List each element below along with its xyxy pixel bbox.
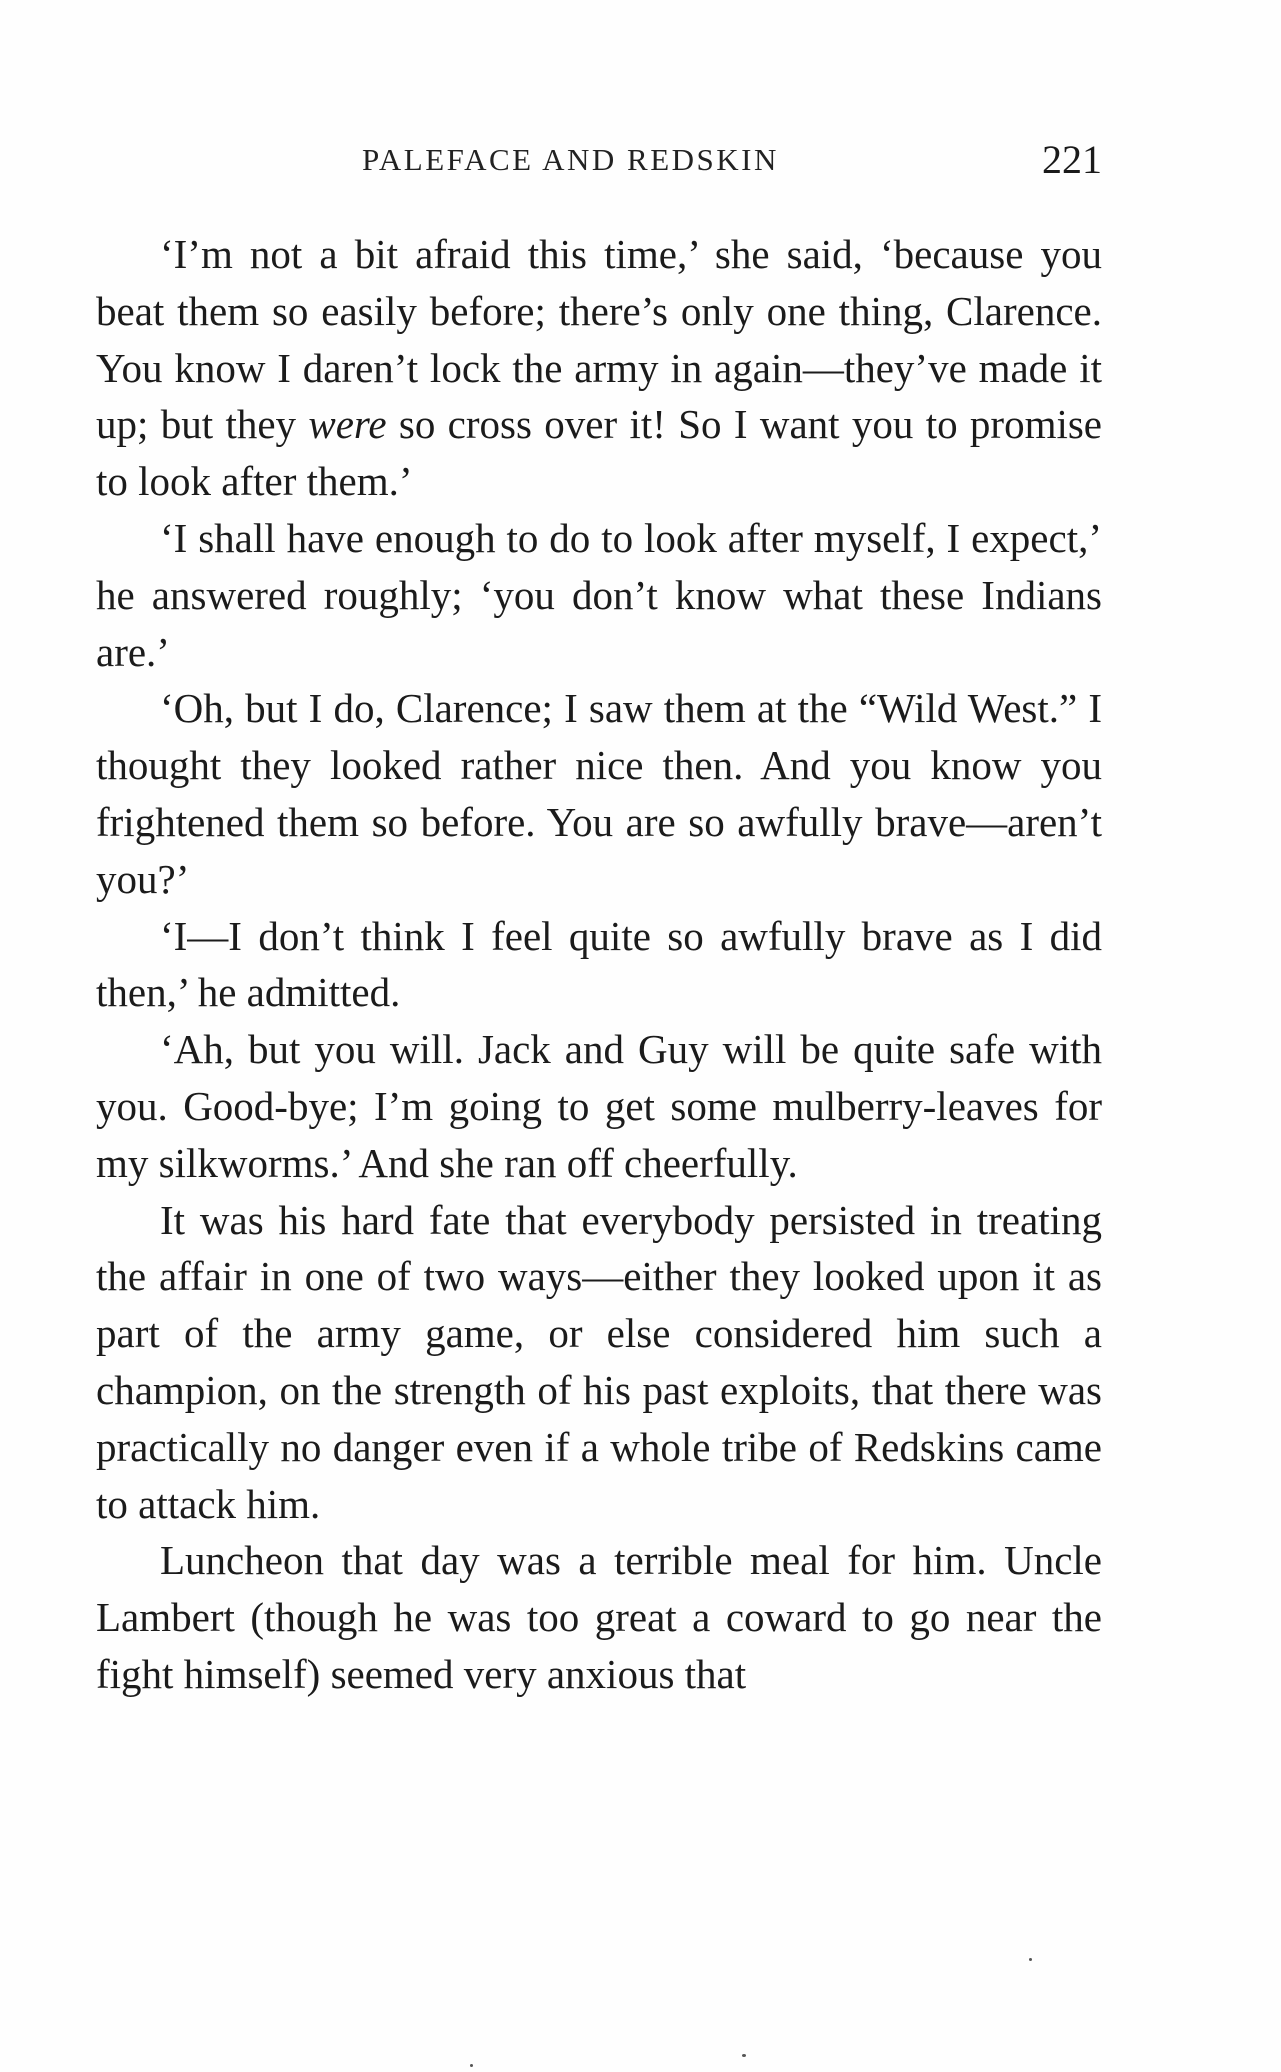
paragraph: [96, 510, 1102, 680]
page-number: 221: [1042, 137, 1102, 182]
paragraph: [96, 226, 1102, 510]
paragraph-text: Luncheon that day was a terrible meal for him. Uncle Lambert (though he was too great a coward to go near the fight himself) seemed very anxious that: [96, 1537, 1102, 1697]
paragraph-text: ‘I’m not a bit afraid this time,’ she said, ‘because you beat them so easily before; there’s only one thing, Clarence. You know I daren’t lock the army in again—they’ve made it up; but they: [96, 231, 1102, 448]
running-head: PALEFACE AND REDSKIN: [362, 142, 779, 177]
paragraph-text: It was his hard fate that everybody persisted in treating the affair in one of two ways—either they looked upon it as part of the army game, or else considered him such a champion, on the strength of his past exploits, that there was practically no danger even if a whole tribe of Redskins came to attack him.: [96, 1196, 1102, 1527]
paragraph-text: ‘Ah, but you will. Jack and Guy will be quite safe with you. Good-bye; I’m going to get some mulberry-leaves for my silkworms.’ And she ran off cheerfully.: [96, 1026, 1102, 1186]
paragraph-text: ‘I shall have enough to do to look after myself, I expect,’ he answered roughly; ‘you don’t know what these Indians are.’: [96, 514, 1102, 675]
paragraph: [96, 1532, 1102, 1702]
page-header: [96, 136, 1102, 182]
paragraph-text: ‘I—I don’t think I feel quite so awfully brave as I did then,’ he admitted.: [96, 912, 1102, 1016]
paragraph-text: ‘Oh, but I do, Clarence; I saw them at the “Wild West.” I thought they looked rather nice then. And you know you frightened them so before. You are so awfully brave—aren’t you?’: [96, 685, 1102, 902]
paper-speck: [1029, 1958, 1032, 1961]
body-text: [96, 226, 1102, 1703]
paragraph: [96, 680, 1102, 907]
paper-speck: [742, 2054, 746, 2057]
paper-speck: [470, 2064, 473, 2067]
paragraph: [96, 1192, 1102, 1533]
paragraph-text-continued: so cross over it! So I want you to promise to look after them.’: [96, 401, 1103, 505]
emphasized-word: were: [308, 401, 387, 448]
paragraph: [96, 1021, 1102, 1191]
paragraph: [96, 908, 1102, 1022]
